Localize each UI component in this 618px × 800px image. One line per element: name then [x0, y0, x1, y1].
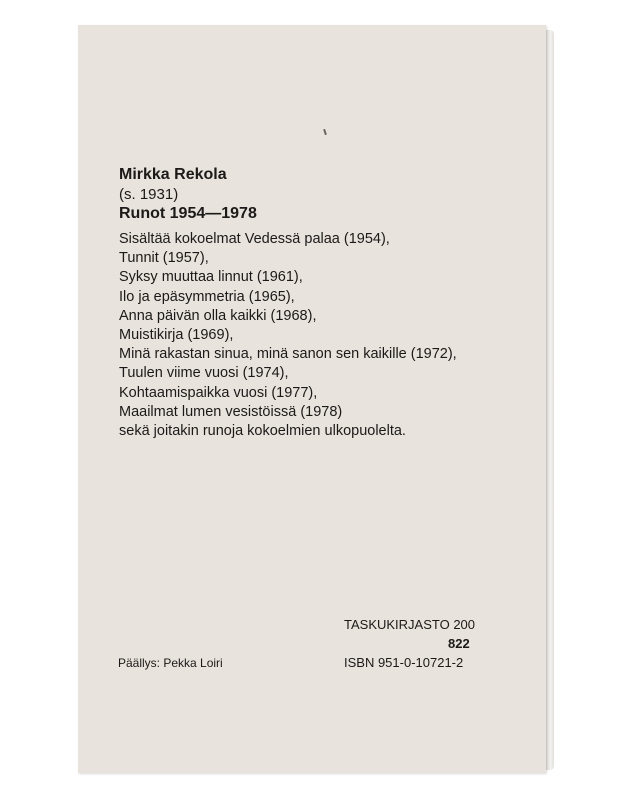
series-name: TASKUKIRJASTO 200	[344, 617, 476, 632]
contents-line: Minä rakastan sinua, minä sanon sen kaikille (1972),	[119, 346, 457, 363]
contents-line: Syksy muuttaa linnut (1961),	[119, 269, 303, 286]
paper-speck	[323, 129, 327, 135]
cover-credit: Päällys: Pekka Loiri	[118, 656, 223, 670]
book-title: Runot 1954—1978	[119, 205, 257, 222]
contents-line: Sisältää kokoelmat Vedessä palaa (1954),	[119, 231, 390, 247]
author-name: Mirkka Rekola	[119, 166, 227, 183]
contents-line: Anna päivän olla kaikki (1968),	[119, 307, 317, 324]
author-birth-year: (s. 1931)	[119, 186, 179, 203]
contents-line: Kohtaamispaikka vuosi (1977),	[119, 384, 318, 401]
contents-line: Muistikirja (1969),	[119, 327, 234, 344]
contents-line: Maailmat lumen vesistöissä (1978)	[119, 403, 343, 420]
contents-line: Tunnit (1957),	[119, 250, 209, 267]
description-block	[119, 165, 519, 441]
back-cover	[78, 25, 546, 773]
contents-line: sekä joitakin runoja kokoelmien ulkopuolelta.	[119, 423, 406, 440]
contents-line: Tuulen viime vuosi (1974),	[119, 365, 289, 382]
series-number: 822	[448, 636, 470, 651]
series-info	[344, 615, 475, 672]
contents-list	[119, 230, 519, 441]
contents-line: Ilo ja epäsymmetria (1965),	[119, 288, 295, 305]
isbn: ISBN 951-0-10721-2	[344, 655, 464, 670]
